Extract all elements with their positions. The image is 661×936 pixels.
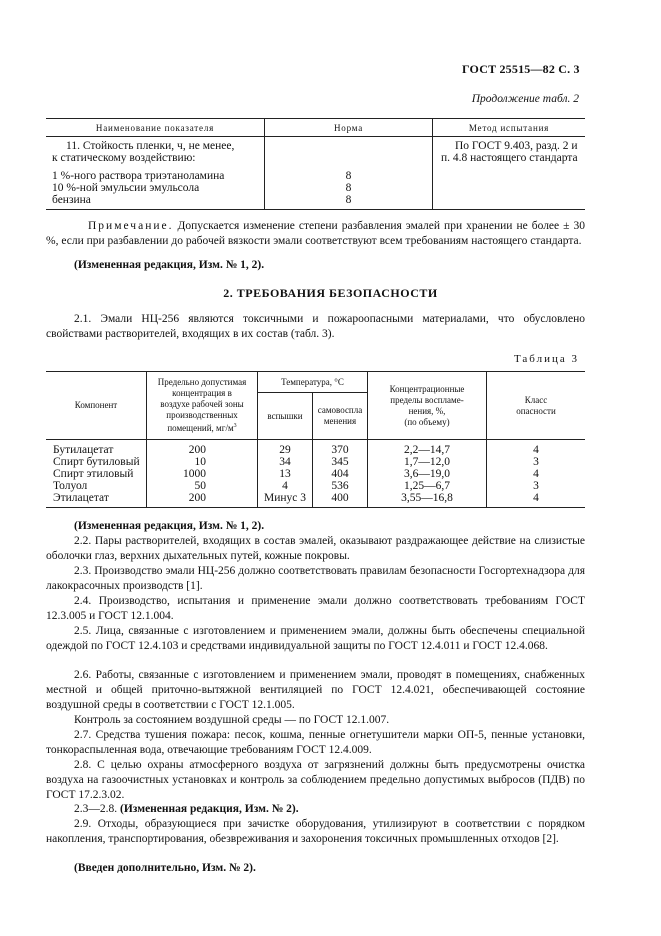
edit-note-2-3-2-8: 2.3—2.8. (Измененная редакция, Изм. № 2). — [74, 803, 299, 815]
indicator-cell — [46, 137, 265, 171]
col-header-norm: Норма — [265, 119, 433, 137]
edit-note-2: (Измененная редакция, Изм. № 1, 2). — [74, 520, 265, 532]
col-header-indicator: Наименование показателя — [46, 119, 265, 137]
norm-cell: 8 — [265, 194, 433, 210]
norm-cell: 8 — [265, 182, 433, 194]
section-title: 2. ТРЕБОВАНИЯ БЕЗОПАСНОСТИ — [223, 286, 438, 300]
norm-cell: 8 — [265, 170, 433, 182]
col-header-method: Метод испытания — [433, 119, 586, 137]
table-2 — [46, 118, 585, 210]
table-row — [46, 182, 585, 194]
indicator-cell: 10 %-ной эмульсии эмульсола — [52, 182, 200, 194]
col-header-limit: Предельно допустимая концентрация в воздухе рабочей зоны производственных помещений, $мг/м^3$ — [147, 372, 258, 440]
col-header-component: Компонент — [46, 372, 147, 440]
edit-note-1: (Измененная редакция, Изм. № 1, 2). — [74, 259, 265, 271]
paragraph-2-5: 2.5. Лица, связанные с изготовлением и применением эмали, должны быть обеспечены специальной одеждой по ГОСТ 12.4.103 и средствами индивидуальной защиты по ГОСТ 12.4.011 и ГОСТ 12.4.068. — [46, 625, 585, 652]
method-line-1: По ГОСТ 9.403, разд. 2 и — [455, 140, 578, 152]
col-header-temperature: Температура, °С — [258, 372, 368, 393]
paragraph-2-1: 2.1. Эмали НЦ-256 являются токсичными и пожароопасными материалами, что обусловлено свойствами растворителей, входящих в их состав (табл. 3). — [46, 313, 585, 340]
note-text: Допускается изменение степени разбавления эмалей при хранении не более ± 30 %, если при разбавлении до рабочей вязкости эмали соответствуют всем требованиям настоящего стандарта. — [46, 220, 585, 247]
table-row: Спирт этиловый 1000 13 404 3,6—19,0 4 — [46, 468, 585, 480]
note-label: Примечание. — [88, 220, 174, 232]
row-title-line-1: 11. Стойкость пленки, ч, не менее, — [66, 140, 235, 152]
table-row: Этилацетат 200 Минус 3 400 3,55—16,8 4 — [46, 492, 585, 508]
paragraph-2-9: 2.9. Отходы, образующиеся при зачистке оборудования, утилизируют в соответствии с порядком накопления, транспортирования, обезвреживания и захоронения токсичных промышленных отходов [2]. — [46, 818, 585, 845]
table-row — [46, 170, 585, 182]
row-title-line-2: к статическому воздействию: — [52, 152, 196, 164]
table-3-caption: Таблица 3 — [513, 353, 579, 365]
paragraph-2-4: 2.4. Производство, испытания и применение эмали должно соответствовать требованиям ГОСТ 12.3.005 и ГОСТ 12.1.004. — [46, 595, 585, 622]
paragraph-2-6: 2.6. Работы, связанные с изготовлением и применением эмали, проводят в помещениях, снабженных местной и общей приточно-вытяжной вентиляцией по ГОСТ 12.4.021, обеспечивающей состояние воздушной среды в соответствии с ГОСТ 12.1.005. — [46, 669, 585, 711]
table-note — [46, 219, 585, 249]
table-row: Бутилацетат 200 29 370 2,2—14,7 4 — [46, 440, 585, 457]
paragraph-2-2: 2.2. Пары растворителей, входящих в состав эмалей, оказывают раздражающее действие на слизистые оболочки глаз, верхних дыхательных путей, кожные покровы. — [46, 535, 585, 562]
paragraph-2-7: 2.7. Средства тушения пожара: песок, кошма, пенные огнетушители марки ОП-5, пенные установки, тонкораспыленная вода, отвечающие требованиям ГОСТ 12.4.009. — [46, 729, 585, 756]
method-line-2: п. 4.8 настоящего стандарта — [441, 152, 578, 164]
col-header-flash: вспышки — [258, 393, 313, 440]
table-3 — [46, 371, 585, 508]
norm-cell — [265, 137, 433, 171]
col-header-self-ignition: самовоспла менения — [313, 393, 368, 440]
paragraph-2-6-control: Контроль за состоянием воздушной среды — по ГОСТ 12.1.007. — [74, 714, 390, 726]
paragraph-2-3: 2.3. Производство эмали НЦ-256 должно соответствовать правилам безопасности Госгортехнадзора для лакокрасочных производств [1]. — [46, 565, 585, 592]
table-continuation-label: Продолжение табл. 2 — [471, 93, 579, 105]
added-note: (Введен дополнительно, Изм. № 2). — [74, 862, 256, 874]
method-cell — [433, 137, 586, 171]
table-row — [46, 137, 585, 171]
table-row — [46, 194, 585, 210]
table-row: Толуол 50 4 536 1,25—6,7 3 — [46, 480, 585, 492]
page-header: ГОСТ 25515—82 С. 3 — [462, 62, 580, 76]
paragraph-2-8: 2.8. С целью охраны атмосферного воздуха от загрязнений должны быть предусмотрены очистка воздуха на газоочистных установках и контроль за соблюдением предельно допустимых выбросов (ПДВ) по ГОСТ 17.2.3.02. — [46, 759, 585, 801]
indicator-cell: 1 %-ного раствора триэтаноламина — [52, 170, 225, 182]
indicator-cell: бензина — [46, 194, 265, 210]
col-header-concentration: Концентрационные пределы воспламе- нения, %, (по объему) — [368, 372, 487, 440]
col-header-hazard-class: Класс опасности — [487, 372, 586, 440]
table-row: Спирт бутиловый 10 34 345 1,7—12,0 3 — [46, 456, 585, 468]
